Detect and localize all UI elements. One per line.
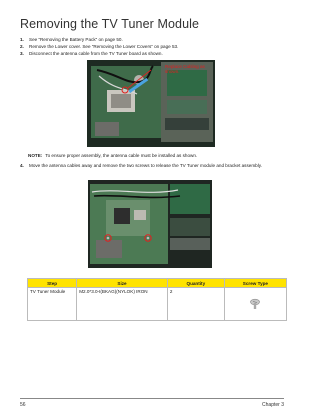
step-text: Remove the Lower cover. See “Removing the Lower Covers” on page 53. (29, 43, 179, 49)
callout-label: Replace Cabling as shown. (165, 64, 205, 75)
column-header-quantity: Quantity (167, 279, 224, 288)
page-number: 56 (20, 402, 26, 408)
tv-tuner-module-photo (88, 180, 212, 268)
note (28, 153, 197, 158)
column-header-size: Size (77, 279, 168, 288)
chapter-label: Chapter 3 (262, 402, 284, 408)
motherboard-photo-antenna-cable (87, 60, 215, 147)
tv-tuner-illustration (88, 180, 212, 268)
step-text: See “Removing the Battery Pack” on page 50. (29, 37, 123, 42)
step-1 (20, 37, 282, 44)
note-label: NOTE: (28, 153, 43, 158)
cell-step: TV Tuner Module (28, 288, 77, 321)
cell-quantity: 2 (167, 288, 224, 321)
step-text: Move the antenna cables away and remove the two screws to release the TV Tuner module and bracket assembly. (29, 163, 262, 168)
cell-screw-type (224, 288, 286, 321)
footer-divider (20, 398, 284, 399)
table-row (28, 288, 287, 321)
column-header-screw-type: Screw Type (224, 279, 286, 288)
step-2 (20, 44, 282, 51)
cell-size: M2.0*3.0-I(BKAG)(NYLOK) IRON (77, 288, 168, 321)
step-number: 4. (20, 163, 24, 168)
table-header-row (28, 279, 287, 288)
page-title: Removing the TV Tuner Module (20, 17, 200, 31)
step-number: 3. (20, 50, 24, 56)
screw-icon (248, 297, 262, 311)
note-text: To ensure proper assembly, the antenna cable must be installed as shown. (45, 153, 198, 158)
step-number: 2. (20, 43, 24, 49)
step-4 (20, 163, 291, 170)
steps-list (20, 37, 282, 57)
screw-table (27, 278, 287, 321)
step-text: Disconnect the antenna cable from the TV Tuner board as shown. (29, 50, 163, 56)
column-header-step: Step (28, 279, 77, 288)
step-number: 1. (20, 37, 24, 42)
step-3 (20, 51, 282, 58)
